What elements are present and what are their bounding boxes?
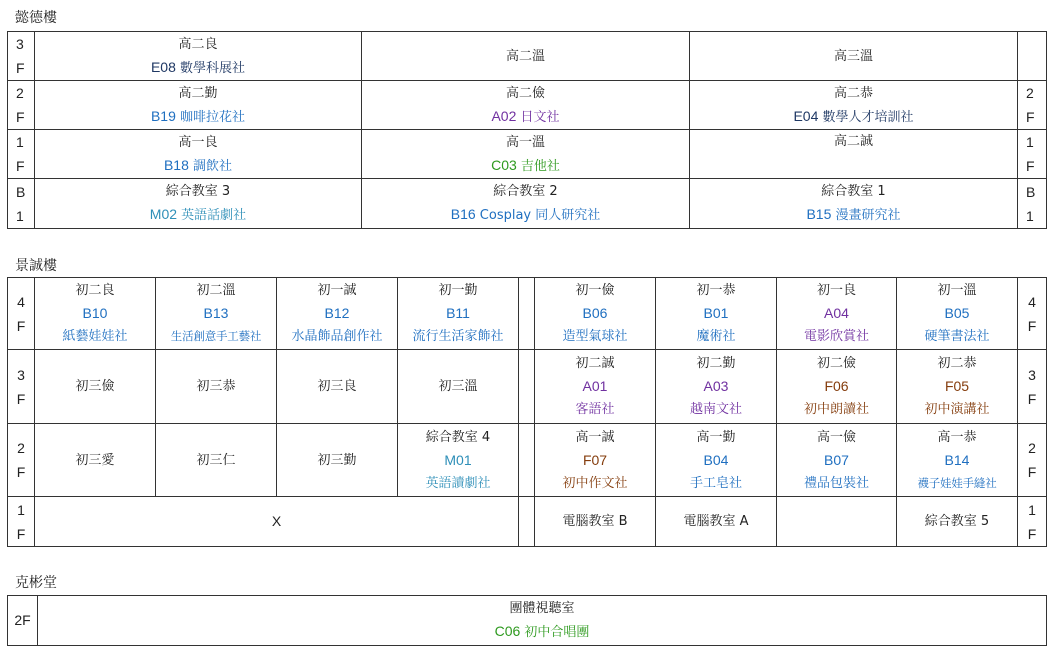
corridor-gap [519,350,535,424]
room-name: 高一良 [178,134,218,150]
room-cell: 初三恭 [156,350,277,424]
room-cell [690,130,1018,179]
building-title-kebin: 克彬堂 [15,575,57,591]
floor-label-1f-left: 1 F [8,497,35,546]
room-cell-empty [777,497,897,546]
room-cell: 高一溫 C03 吉他社 [362,130,690,179]
room-cell-x: X [35,497,519,546]
room-name: 綜合教室 3 [165,184,231,199]
floor-label-3f-left: 3 F [8,350,35,424]
room-cell: 初一勤 B11 流行生活家飾社 [398,278,519,350]
room-cell: 初二溫 B13 生活創意手工藝社 [156,278,277,350]
floor-label-1f-right: 1 F [1027,501,1037,542]
room-cell: 初三勤 [277,424,398,497]
room-name: 高一溫 [505,134,545,150]
room-cell: 初二恭 F05 初中演講社 [897,350,1018,424]
building-title-jingcheng: 景誠樓 [15,258,57,274]
room-cell: 初一儉 B06 造型氣球社 [535,278,656,350]
room-cell: 初三良 [277,350,398,424]
room-name: 高二勤 [178,85,218,101]
room-cell: 初三溫 [398,350,519,424]
room-cell: 高一誠 F07 初中作文社 [535,424,656,497]
room-cell: 初二誠 A01 客語社 [535,350,656,424]
room-cell: 初二勤 A03 越南文社 [656,350,777,424]
floor-label-2f: 2F [8,596,38,645]
room-cell: 高一勤 B04 手工皂社 [656,424,777,497]
room-cell: 團體視聽室 C06 初中合唱團 [494,601,590,640]
room-cell: 電腦教室 A [656,497,777,546]
room-cell [362,32,690,81]
jingcheng-floor-table [7,277,1047,547]
room-cell: 綜合教室 4 M01 英語讀劇社 [398,424,519,497]
room-name: 綜合教室 1 [821,184,886,199]
floor-label-2f-left: 2 F [8,81,35,130]
room-cell: 初一誠 B12 水晶飾品創作社 [277,278,398,350]
floor-label-3f-right: 3 F [1018,350,1046,424]
room-cell: 初二儉 F06 初中朗讀社 [777,350,897,424]
floor-label-4f-left: 4 F [8,278,35,350]
room-cell: 電腦教室 B [535,497,656,546]
floor-label-b1-right: B 1 [1026,183,1036,224]
room-cell [690,32,1018,81]
room-cell: 高二恭 E04 數學人才培訓社 [690,81,1018,130]
floor-label-1f-left: 1 F [8,130,35,179]
floor-label-3f-left: 3 F [8,32,35,81]
room-cell: 綜合教室 1 B15 漫畫研究社 [690,179,1018,228]
room-name: 高二溫 [505,48,545,64]
floor-label-1f-right: 1 F [1018,130,1046,179]
floor-label-2f-right: 2 F [1018,81,1046,130]
floor-label-4f-right: 4 F [1018,278,1046,350]
room-cell: 高二勤 B19 咖啡拉花社 [35,81,362,130]
room-cell: 高一儉 B07 禮品包裝社 [777,424,897,497]
room-cell: 初二良 B10 紙藝娃娃社 [35,278,156,350]
room-cell: 綜合教室 3 M02 英語話劇社 [35,179,362,228]
room-name: 高三溫 [833,48,873,64]
room-cell: 初三愛 [35,424,156,497]
room-cell: 初一溫 B05 硬筆書法社 [897,278,1018,350]
yide-floor-table [7,31,1047,229]
kebin-floor-table [7,595,1047,646]
room-cell: 初三儉 [35,350,156,424]
floor-label-2f-left: 2 F [8,424,35,497]
room-cell: 初一良 A04 電影欣賞社 [777,278,897,350]
room-cell: 高二儉 A02 日文社 [362,81,690,130]
room-name: 高二儉 [505,85,545,101]
room-cell: 綜合教室 5 [897,497,1018,546]
room-cell: 初一恭 B01 魔術社 [656,278,777,350]
room-cell: 綜合教室 2 B16 Cosplay 同人研究社 [362,179,690,228]
room-name: 高二恭 [833,85,873,101]
floor-label-3f-right [1018,32,1046,81]
room-name: 綜合教室 2 [493,184,558,199]
room-cell: 高二良 E08 數學科展社 [35,32,362,81]
floor-label-2f-right: 2 F [1018,424,1046,497]
room-name: 高二良 [178,36,218,52]
corridor-gap [519,424,535,497]
room-name: 高二誠 [833,134,873,149]
corridor-gap [519,278,535,350]
room-cell: 高一良 B18 調飲社 [35,130,362,179]
corridor-gap [519,497,535,546]
room-cell: 高一恭 B14 襪子娃娃手縫社 [897,424,1018,497]
room-cell: 初三仁 [156,424,277,497]
building-title-yide: 懿德樓 [15,10,57,26]
floor-label-b1-left: B 1 [8,179,35,228]
